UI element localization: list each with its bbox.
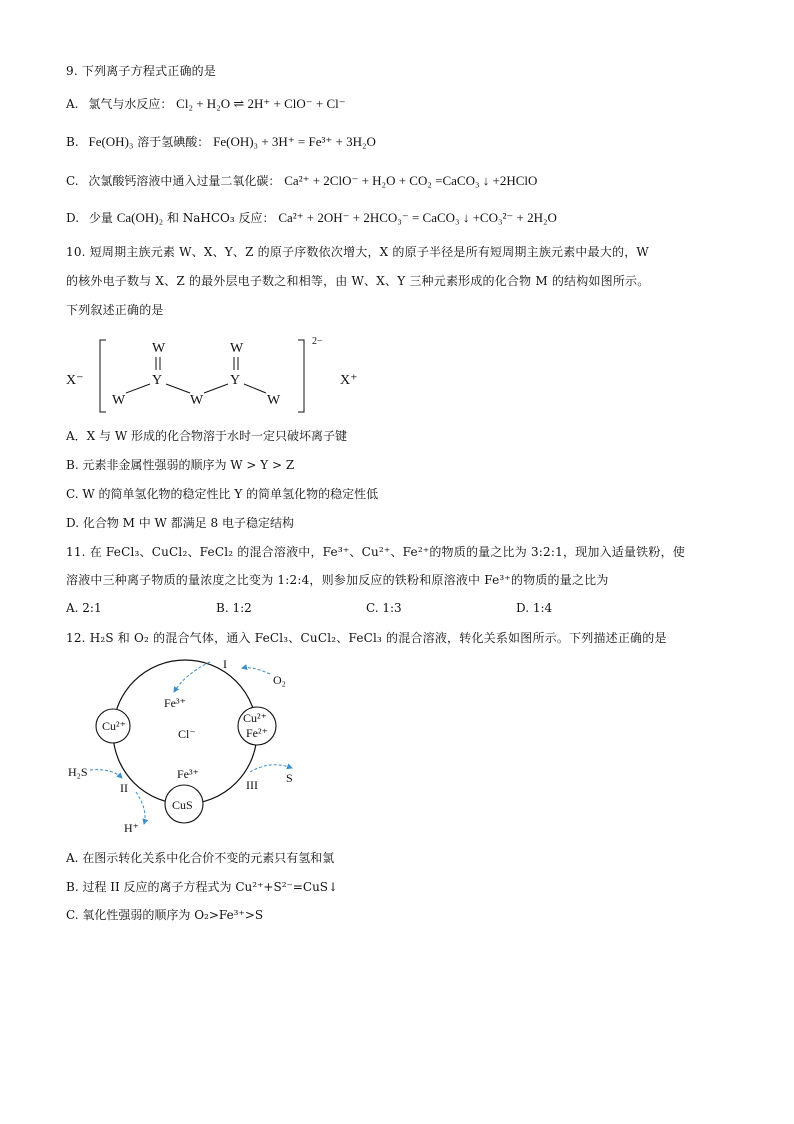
step-ii-label: II bbox=[120, 781, 128, 795]
q9-d-text: 和 NaHCO₃ 反应： bbox=[166, 211, 275, 225]
q10-option-c: C. W 的简单氢化物的稳定性比 Y 的简单氢化物的稳定性低 bbox=[66, 487, 379, 501]
q10-stem-line1: 10. 短周期主族元素 W、X、Y、Z 的原子序数依次增大，X 的原子半径是所有短周期主族元素中最大的，W bbox=[66, 245, 649, 259]
bond-y2-w2 bbox=[204, 384, 228, 393]
q10-option-a: A．X 与 W 形成的化合物溶于水时一定只破坏离子键 bbox=[66, 429, 347, 443]
step-i-label: I bbox=[223, 657, 227, 671]
q11-option-c: C. 1:3 bbox=[366, 601, 402, 615]
cus-label: CuS bbox=[172, 798, 193, 812]
o2-label: O₂ bbox=[273, 673, 286, 687]
cu2-right-label: Cu²⁺ bbox=[243, 711, 267, 725]
q10-option-b: B. 元素非金属性强弱的顺序为 W > Y > Z bbox=[66, 458, 295, 472]
arrow-fe3-release bbox=[174, 662, 210, 692]
q11-stem-line2: 溶液中三种离子物质的量浓度之比变为 1:2:4，则参加反应的铁粉和原溶液中 Fe³⁺的物质的量之比为 bbox=[66, 573, 609, 587]
q10-structure-diagram bbox=[60, 330, 380, 420]
w-atom-bottom-right: W bbox=[267, 393, 281, 408]
q11-stem-line1: 11. 在 FeCl₃、CuCl₂、FeCl₂ 的混合溶液中，Fe³⁺、Cu²⁺、Fe²⁺的物质的量之比为 3:2:1，现加入适量铁粉，使 bbox=[66, 545, 685, 559]
fe2-right-label: Fe²⁺ bbox=[246, 726, 268, 740]
fe3-top-label: Fe³⁺ bbox=[164, 696, 186, 710]
q9-option-a bbox=[66, 96, 346, 112]
cu2-left-label: Cu²⁺ bbox=[102, 719, 126, 733]
q9-d-equation: Ca²⁺ + 2OH⁻ + 2HCO₃⁻ = CaCO₃ ↓ +CO₃²⁻ + 2H₂O bbox=[278, 210, 557, 225]
left-bracket bbox=[100, 340, 106, 412]
q10-stem-line2: 的核外电子数与 X、Z 的最外层电子数之和相等，由 W、X、Y 三种元素形成的化合物 M 的结构如图所示。 bbox=[66, 274, 650, 288]
q9-a-text: 氯气与水反应： bbox=[88, 97, 173, 111]
bond-y1-w2 bbox=[166, 384, 190, 393]
s-label: S bbox=[286, 771, 293, 785]
q12-stem: 12. H₂S 和 O₂ 的混合气体，通入 FeCl₃、CuCl₂、FeCl₃ 的混合溶液，转化关系如图所示。下列描述正确的是 bbox=[66, 631, 667, 645]
arrow-h-out bbox=[136, 792, 145, 824]
q9-option-c bbox=[66, 173, 537, 189]
h-plus-label: H⁺ bbox=[124, 821, 139, 835]
q9-option-d bbox=[66, 210, 557, 226]
q9-a-label: A. bbox=[66, 97, 79, 111]
q9-d-text-pre: 少量 bbox=[88, 211, 113, 225]
w-atom-bottom-left: W bbox=[112, 393, 126, 408]
q9-d-label: D. bbox=[66, 211, 80, 225]
arrow-h2s-in bbox=[90, 770, 122, 778]
charge-label: 2− bbox=[312, 336, 323, 347]
fe3-bottom-label: Fe³⁺ bbox=[177, 767, 199, 781]
q12-option-a: A. 在图示转化关系中化合价不变的元素只有氢和氯 bbox=[66, 851, 335, 865]
bond-y1-w1 bbox=[126, 384, 150, 393]
w-atom-bottom-middle: W bbox=[190, 393, 204, 408]
q11-option-a: A. 2:1 bbox=[66, 601, 102, 615]
q12-cycle-diagram bbox=[60, 652, 320, 842]
w-atom-top-left: W bbox=[152, 341, 166, 356]
y-atom-right: Y bbox=[230, 373, 241, 388]
q9-c-label: C. bbox=[66, 174, 79, 188]
right-bracket bbox=[298, 340, 304, 412]
arrow-o2-in bbox=[242, 668, 270, 674]
q9-stem: 9. 下列离子方程式正确的是 bbox=[66, 64, 217, 78]
left-ion-label: X⁻ bbox=[66, 373, 84, 388]
q9-d-formula: Ca(OH)₂ bbox=[116, 210, 164, 225]
q9-b-equation: Fe(OH)₃ + 3H⁺ = Fe³⁺ + 3H₂O bbox=[213, 134, 376, 149]
q9-b-label: B. bbox=[66, 135, 79, 149]
q9-a-equation: Cl₂ + H₂O ⇌ 2H⁺ + ClO⁻ + Cl⁻ bbox=[176, 96, 346, 111]
q11-option-b: B. 1:2 bbox=[216, 601, 252, 615]
q12-option-b: B. 过程 II 反应的离子方程式为 Cu²⁺+S²⁻=CuS↓ bbox=[66, 880, 339, 894]
y-atom-left: Y bbox=[152, 373, 163, 388]
right-ion-label: X⁺ bbox=[340, 373, 358, 388]
bond-y2-w3 bbox=[244, 384, 266, 393]
q10-option-d: D. 化合物 M 中 W 都满足 8 电子稳定结构 bbox=[66, 516, 294, 530]
w-atom-top-right: W bbox=[230, 341, 244, 356]
q10-stem-line3: 下列叙述正确的是 bbox=[66, 303, 164, 317]
q12-option-c: C. 氧化性强弱的顺序为 O₂>Fe³⁺>S bbox=[66, 908, 264, 922]
q9-option-b bbox=[66, 134, 376, 150]
q11-option-d: D. 1:4 bbox=[516, 601, 553, 615]
q9-b-formula: Fe(OH)₃ bbox=[88, 134, 134, 149]
q9-c-equation: Ca²⁺ + 2ClO⁻ + H₂O + CO₂ =CaCO₃ ↓ +2HClO bbox=[284, 173, 538, 188]
step-iii-label: III bbox=[246, 778, 258, 792]
q9-c-text: 次氯酸钙溶液中通入过量二氧化碳： bbox=[88, 174, 281, 188]
h2s-label: H₂S bbox=[68, 765, 88, 779]
q9-b-text: 溶于氢碘酸： bbox=[137, 135, 210, 149]
cl-minus-label: Cl⁻ bbox=[178, 727, 196, 741]
